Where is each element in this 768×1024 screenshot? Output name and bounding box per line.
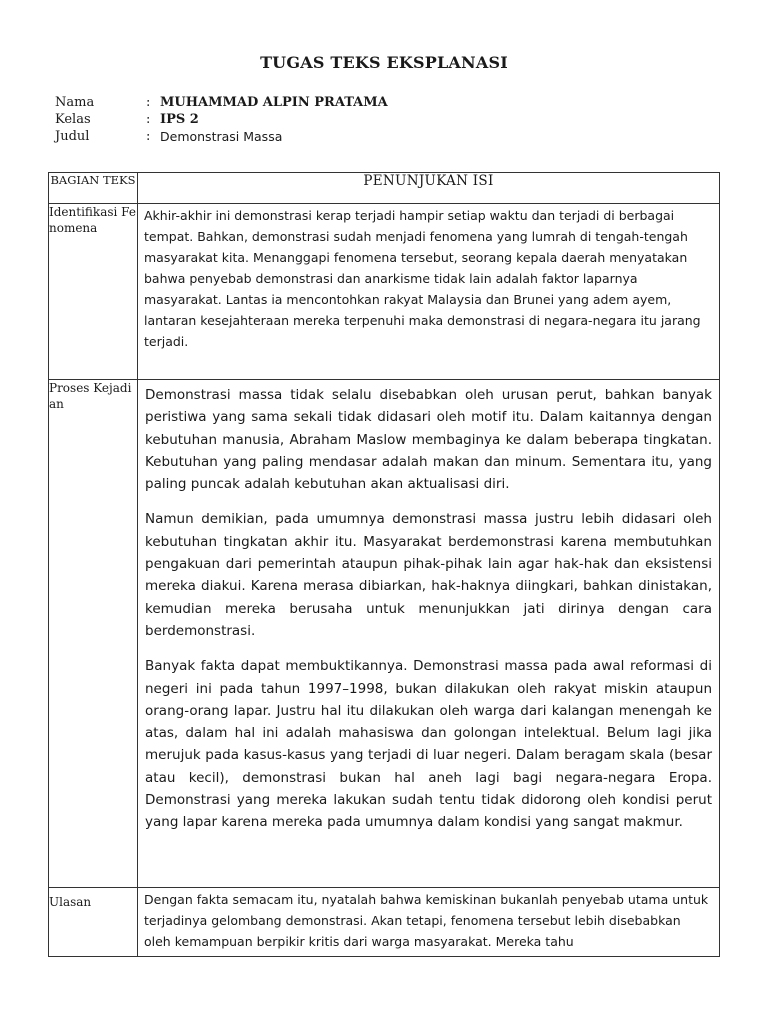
header-section: BAGIAN TEKS xyxy=(49,173,138,204)
info-row-name xyxy=(55,94,388,111)
structure-table xyxy=(48,172,720,957)
info-value-class: IPS 2 xyxy=(160,112,199,127)
section-content xyxy=(138,380,720,888)
paragraph: Demonstrasi massa tidak selalu disebabkan oleh urusan perut, bahkan banyak peristiwa yang sama sekali tidak didasari oleh motif itu. Dalam kaitannya dengan kebutuhan manusia, Abraham Maslow membaginya ke dalam beberapa tingkatan. Kebutuhan yang paling mendasar adalah makan dan minum. Sementara itu, yang paling puncak adalah kebutuhan akan aktualisasi diri. xyxy=(145,387,712,493)
info-row-title xyxy=(55,128,388,145)
paragraph: Akhir-akhir ini demonstrasi kerap terjadi hampir setiap waktu dan terjadi di berbagai tempat. Bahkan, demonstrasi sudah menjadi fenomena yang lumrah di tengah-tengah masyarakat kita. Menanggapi fenomena tersebut, seorang kepala daerah menyatakan bahwa penyebab demonstrasi dan anarkisme tidak lain adalah faktor laparnya masyarakat. Lantas ia mencontohkan rakyat Malaysia dan Brunei yang adem ayem, lantaran kesejahteraan mereka terpenuhi maka demonstrasi di negara-negara itu jarang terjadi. xyxy=(144,208,701,349)
paragraph: Dengan fakta semacam itu, nyatalah bahwa kemiskinan bukanlah penyebab utama untuk terjadinya gelombang demonstrasi. Akan tetapi, fenomena tersebut lebih disebabkan oleh kemampuan berpikir kritis dari warga masyarakat. Mereka tahu xyxy=(144,892,709,949)
header-content: PENUNJUKAN ISI xyxy=(138,173,720,204)
info-label: Nama xyxy=(55,95,95,110)
table-row xyxy=(49,888,720,957)
section-content xyxy=(138,204,720,380)
info-colon: : xyxy=(146,129,151,144)
section-label: Ulasan xyxy=(49,888,138,957)
info-colon: : xyxy=(146,95,151,110)
table-row xyxy=(49,380,720,888)
info-value-name: MUHAMMAD ALPIN PRATAMA xyxy=(160,95,388,110)
paragraph: Namun demikian, pada umumnya demonstrasi massa justru lebih didasari oleh kebutuhan tingkatan akhir itu. Masyarakat berdemonstrasi karena membutuhkan pengakuan dari pemerintah ataupun pihak-pihak lain agar hak-hak dan eksistensi mereka diakui. Karena merasa dibiarkan, hak-haknya diingkari, bahkan dinistakan, kemudian mereka berusaha untuk menunjukkan jati dirinya dengan cara berdemonstrasi. xyxy=(145,511,712,639)
document-title: TUGAS TEKS EKSPLANASI xyxy=(260,53,508,72)
section-content xyxy=(138,888,720,957)
student-info xyxy=(55,94,388,145)
info-row-class xyxy=(55,111,388,128)
table-header-row xyxy=(49,173,720,204)
info-label: Kelas xyxy=(55,112,91,127)
paragraph: Banyak fakta dapat membuktikannya. Demonstrasi massa pada awal reformasi di negeri ini pada tahun 1997–1998, bukan dilakukan oleh rakyat miskin ataupun orang-orang lapar. Justru hal itu dilakukan oleh warga dari kalangan menengah ke atas, dalam hal ini adalah mahasiswa dan golongan intelektual. Belum lagi jika merujuk pada kasus-kasus yang terjadi di luar negeri. Dalam beragam skala (besar atau kecil), demonstrasi bukan hal aneh lagi bagi negara-negara Eropa. Demonstrasi yang mereka lakukan sudah tentu tidak didorong oleh kondisi perut yang lapar karena mereka pada umumnya dalam kondisi yang sangat makmur. xyxy=(145,658,712,831)
info-colon: : xyxy=(146,112,151,127)
section-label: Proses Kejadian xyxy=(49,380,138,888)
section-label: Identifikasi Fenomena xyxy=(49,204,138,380)
info-value-title: Demonstrasi Massa xyxy=(160,129,283,144)
info-label: Judul xyxy=(55,129,90,144)
table-row xyxy=(49,204,720,380)
